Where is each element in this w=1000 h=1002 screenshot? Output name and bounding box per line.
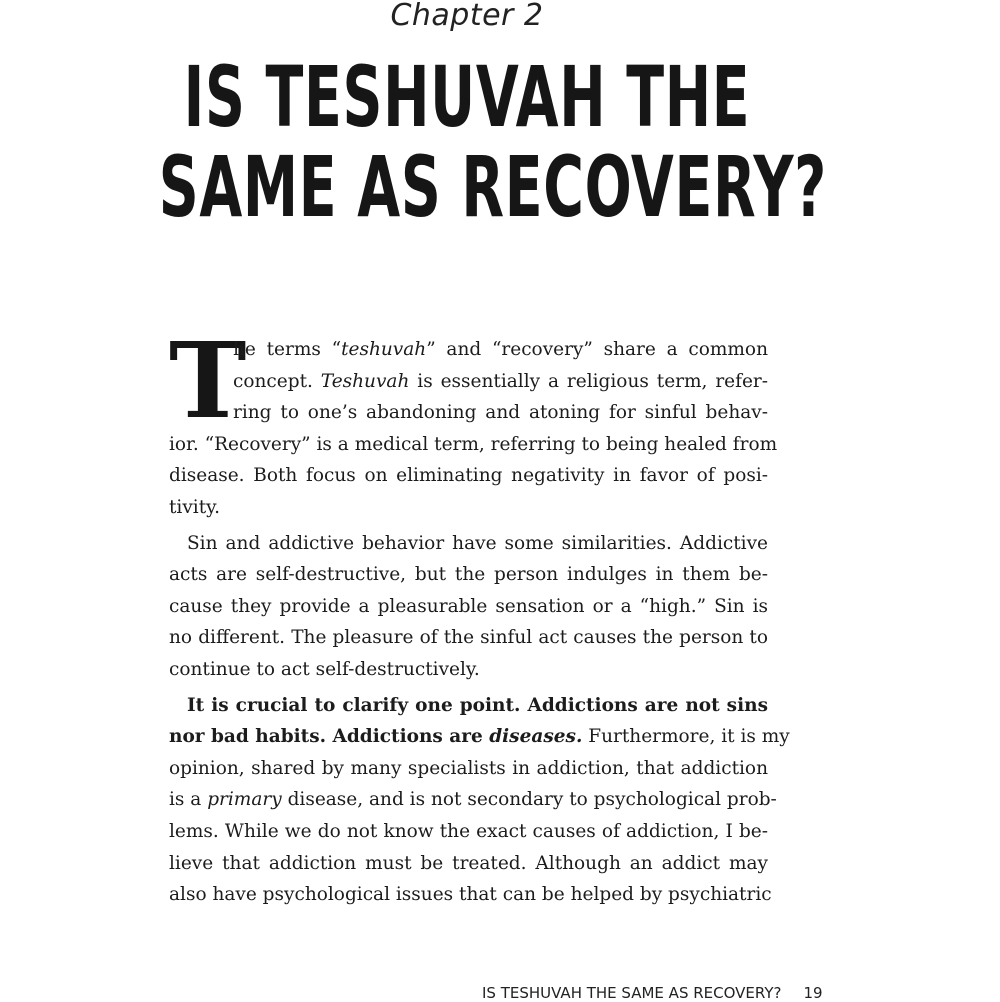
paragraph-1: [169, 319, 778, 524]
paragraph-line: he terms “teshuvah” and “recovery” share a common: [233, 339, 768, 360]
paragraph-line: tivity.: [169, 496, 221, 518]
chapter-label: Chapter 2: [390, 0, 544, 33]
paragraph-line: It is crucial to clarify one point. Addictions are not sins: [187, 694, 768, 716]
chapter-title-line-2: SAME AS RECOVERY?: [158, 138, 827, 236]
paragraph-line: ring to one’s abandoning and atoning for sinful behav-: [233, 402, 768, 424]
paragraph-line: lieve that addiction must be treated. Although an addict may: [169, 852, 768, 874]
page-number: 19: [803, 984, 823, 1002]
paragraph-line: disease. Both focus on eliminating negativity in favor of posi-: [169, 465, 768, 487]
body-text: [169, 319, 790, 911]
paragraph-line: also have psychological issues that can be helped by psychiatric: [169, 884, 772, 906]
paragraph-line: cause they provide a pleasurable sensation or a “high.” Sin is: [169, 595, 768, 617]
chapter-title: [158, 48, 827, 236]
paragraph-line: no different. The pleasure of the sinful act causes the person to: [169, 627, 768, 649]
paragraph-line: continue to act self-destructively.: [169, 658, 480, 680]
drop-cap: T: [169, 319, 247, 442]
paragraph-line: concept. Teshuvah is essentially a religious term, refer-: [233, 370, 768, 392]
paragraph-line: opinion, shared by many specialists in addiction, that addiction: [169, 757, 768, 779]
chapter-title-line-1: IS TESHUVAH THE: [183, 48, 751, 146]
paragraph-3: [169, 690, 790, 911]
paragraph-line: is a primary disease, and is not secondary to psychological prob-: [169, 789, 777, 811]
paragraph-2: [169, 528, 768, 686]
paragraph-line: Sin and addictive behavior have some similarities. Addictive: [187, 532, 768, 554]
running-title: IS TESHUVAH THE SAME AS RECOVERY?: [482, 984, 782, 1002]
paragraph-line: nor bad habits. Addictions are diseases. Furthermore, it is my: [169, 726, 790, 748]
paragraph-line: lems. While we do not know the exact causes of addiction, I be-: [169, 820, 768, 842]
paragraph-line: acts are self-destructive, but the person indulges in them be-: [169, 564, 768, 586]
running-footer: [482, 984, 823, 1002]
paragraph-line: ior. “Recovery” is a medical term, referring to being healed from: [169, 433, 778, 455]
